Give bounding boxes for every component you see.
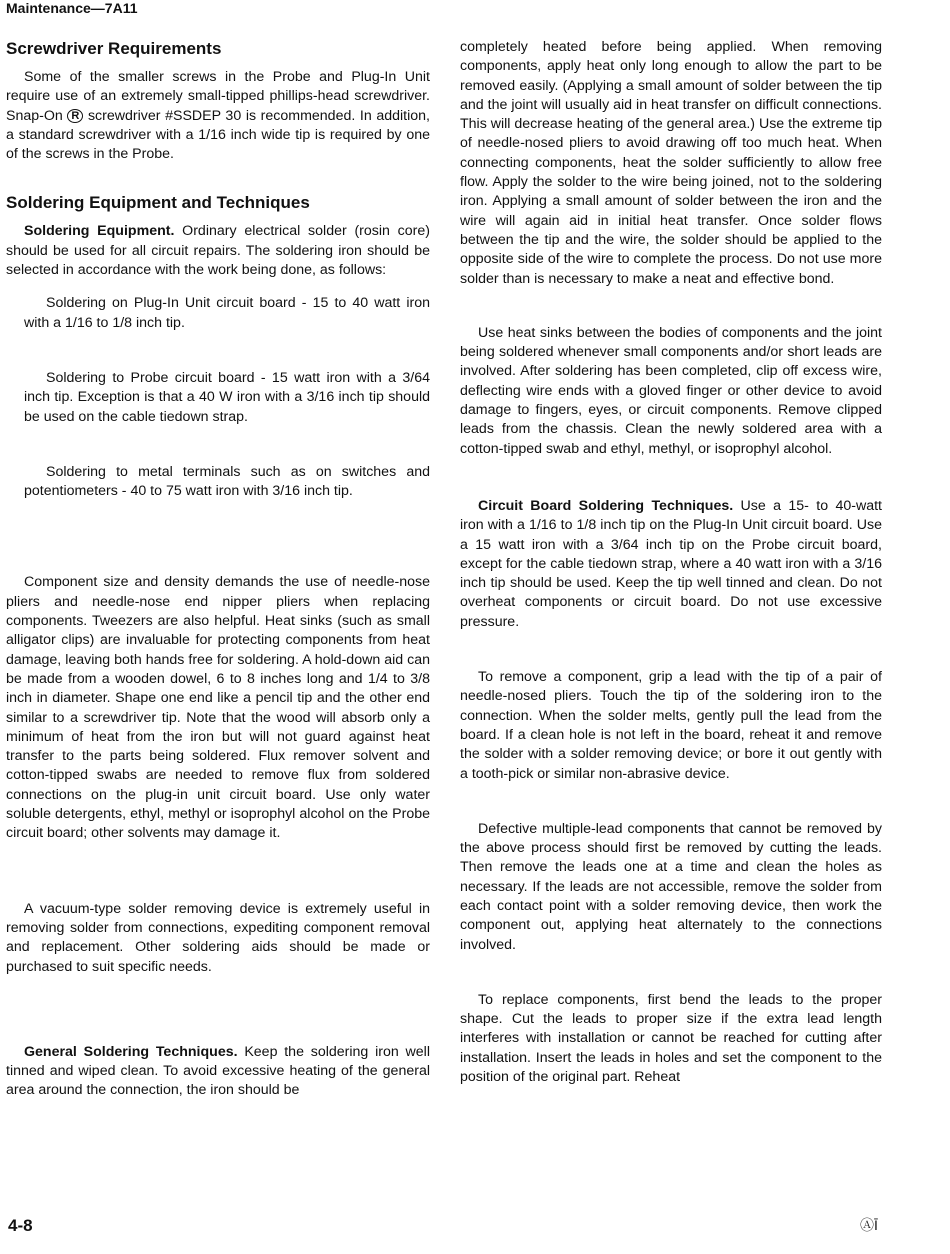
paragraph-vacuum-device: A vacuum-type solder removing device is extremely useful in removing solder from connections, expediting component removal and replacement. Other soldering aids should be made or purchased to suit specific needs. <box>6 900 430 975</box>
paragraph-defective-components: Defective multiple-lead components that cannot be removed by the above process should first be removed by cutting the leads. Then remove the leads one at a time and clean the holes as necessary. If the leads are not accessible, remove the solder from each contact point with a solder removing device, then work the component out, applying heat alternately to the connections involved. <box>460 820 882 953</box>
paragraph-continued: completely heated before being applied. When removing components, apply heat only long enough to allow the part to be removed easily. (Applying a small amount of solder between the tip and the joint will usually aid in heat transfer on difficult connections. This will decrease heating of the general area.) Use the extreme tip of needle-nosed pliers to avoid drawing off too much heat. When connecting components, heat the solder sufficiently to allow free flow. Apply the solder to the wire being joined, not to the soldering iron. Applying a small amount of solder between the iron and the wire will again aid in initial heat transfer. Once solder flows between the tip and the wire, the solder should be applied to the opposite side of the wire to complete the process. Do not use more solder than is necessary to make a neat and effective bond. <box>460 39 882 287</box>
run-in-head-equipment: Soldering Equipment. <box>24 223 175 240</box>
paragraph-soldering-equipment <box>6 222 430 280</box>
publisher-mark: ⒶĪ <box>860 1217 878 1233</box>
paragraph-screwdriver <box>6 68 430 164</box>
paragraph-replace-components: To replace components, first bend the leads to the proper shape. Cut the leads to proper size if the extra lead length interferes with installation or cannot be reached for cutting after installation. Insert the leads in holes and set the component to the position of the original part. Reheat <box>460 991 882 1086</box>
paragraph-general-techniques <box>6 1043 430 1101</box>
paragraph-circuit-board-techniques <box>460 497 882 632</box>
paragraph-heat-sinks: Use heat sinks between the bodies of components and the joint being soldered whenever small components and/or short leads are involved. After soldering has been completed, clip off excess wire, deflecting wire ends with a gloved finger or other device to avoid damage to fingers, eyes, or circuit components. Remove clipped leads from the chassis. Clean the newly soldered area with a cotton-tipped swab and ethyl, methyl, or isoprophyl alcohol. <box>460 324 882 457</box>
item-metal-terminals: Soldering to metal terminals such as on switches and potentiometers - 40 to 75 watt iron with 3/16 inch tip. <box>24 463 430 500</box>
general-body: Keep the soldering iron well tinned and wiped clean. To avoid excessive heating of the general area around the connection, the iron should be <box>6 1043 430 1099</box>
screwdriver-text-b: screwdriver #SSDEP 30 is recommended. In addition, a standard screwdriver with a 1/16 inch wide tip is required by one of the screws in the Probe. <box>6 107 430 163</box>
page-number: 4-8 <box>8 1216 33 1235</box>
item-probe-board: Soldering to Probe circuit board - 15 watt iron with a 3/64 inch tip. Exception is that a 40 W iron with a 3/16 inch tip should be used on the cable tiedown strap. <box>24 369 430 425</box>
item-plugin-board: Soldering on Plug-In Unit circuit board - 15 to 40 watt iron with a 1/16 to 1/8 inch tip. <box>24 295 430 331</box>
screwdriver-text-a: Some of the smaller screws in the Probe and Plug-In Unit require use of an extremely small-tipped phillips-head screwdriver. Snap-On <box>6 69 430 124</box>
heading-screwdriver-requirements: Screwdriver Requirements <box>6 39 222 58</box>
run-in-head-circuit-board: Circuit Board Soldering Techniques. <box>478 497 734 514</box>
paragraph-component-tools: Component size and density demands the use of needle-nose pliers and needle-nose end nipper pliers when replacing components. Tweezers are also helpful. Heat sinks (such as small alligator clips) are invaluable for protecting components from heat damage, leaving both hands free for soldering. A hold-down aid can be made from a wooden dowel, 6 to 8 inches long and 1/4 to 3/8 inch in diameter. Shape one end like a pencil tip and the other end similar to a screwdriver tip. Note that the wood will absorb only a minimum of heat from the iron but will not guard against heat transfer to the parts being soldered. Flux remover solvent and cotton-tipped swabs are needed to remove flux from soldered connections on the plug-in unit circuit board. Use only water soluble detergents, ethyl, methyl or isoprophyl alcohol on the Probe circuit board; other solvents may damage it. <box>6 574 430 842</box>
run-in-head-general: General Soldering Techniques. <box>24 1043 238 1060</box>
right-column <box>460 38 882 1087</box>
heading-soldering-equipment: Soldering Equipment and Techniques <box>6 193 310 213</box>
paragraph-remove-component: To remove a component, grip a lead with the tip of a pair of needle-nosed pliers. Touch the tip of the soldering iron to the connection. When the solder melts, gently pull the lead from the board. If a clean hole is not left in the board, reheat it and remove the solder with a solder removing device; or bore it out gently with a tooth-pick or similar non-abrasive device. <box>460 669 882 782</box>
left-column <box>6 38 430 1101</box>
page-header: Maintenance—7A11 <box>6 0 138 16</box>
circuit-board-body: Use a 15- to 40-watt iron with a 1/16 to 1/8 inch tip on the Plug-In Unit circuit board. Use a 15 watt iron with a 3/64 inch tip on the Probe circuit board, except for the cable tiedown strap, where a 40 watt iron with a 3/16 inch tip should be used. Keep the tip well tinned and clean. Do not overheat components or circuit board. Do not use excessive pressure. <box>460 497 882 630</box>
registered-mark: R <box>67 109 83 123</box>
equipment-body: Ordinary electrical solder (rosin core) should be used for all circuit repairs. The soldering iron should be selected in accordance with the work being done, as follows: <box>6 223 430 279</box>
